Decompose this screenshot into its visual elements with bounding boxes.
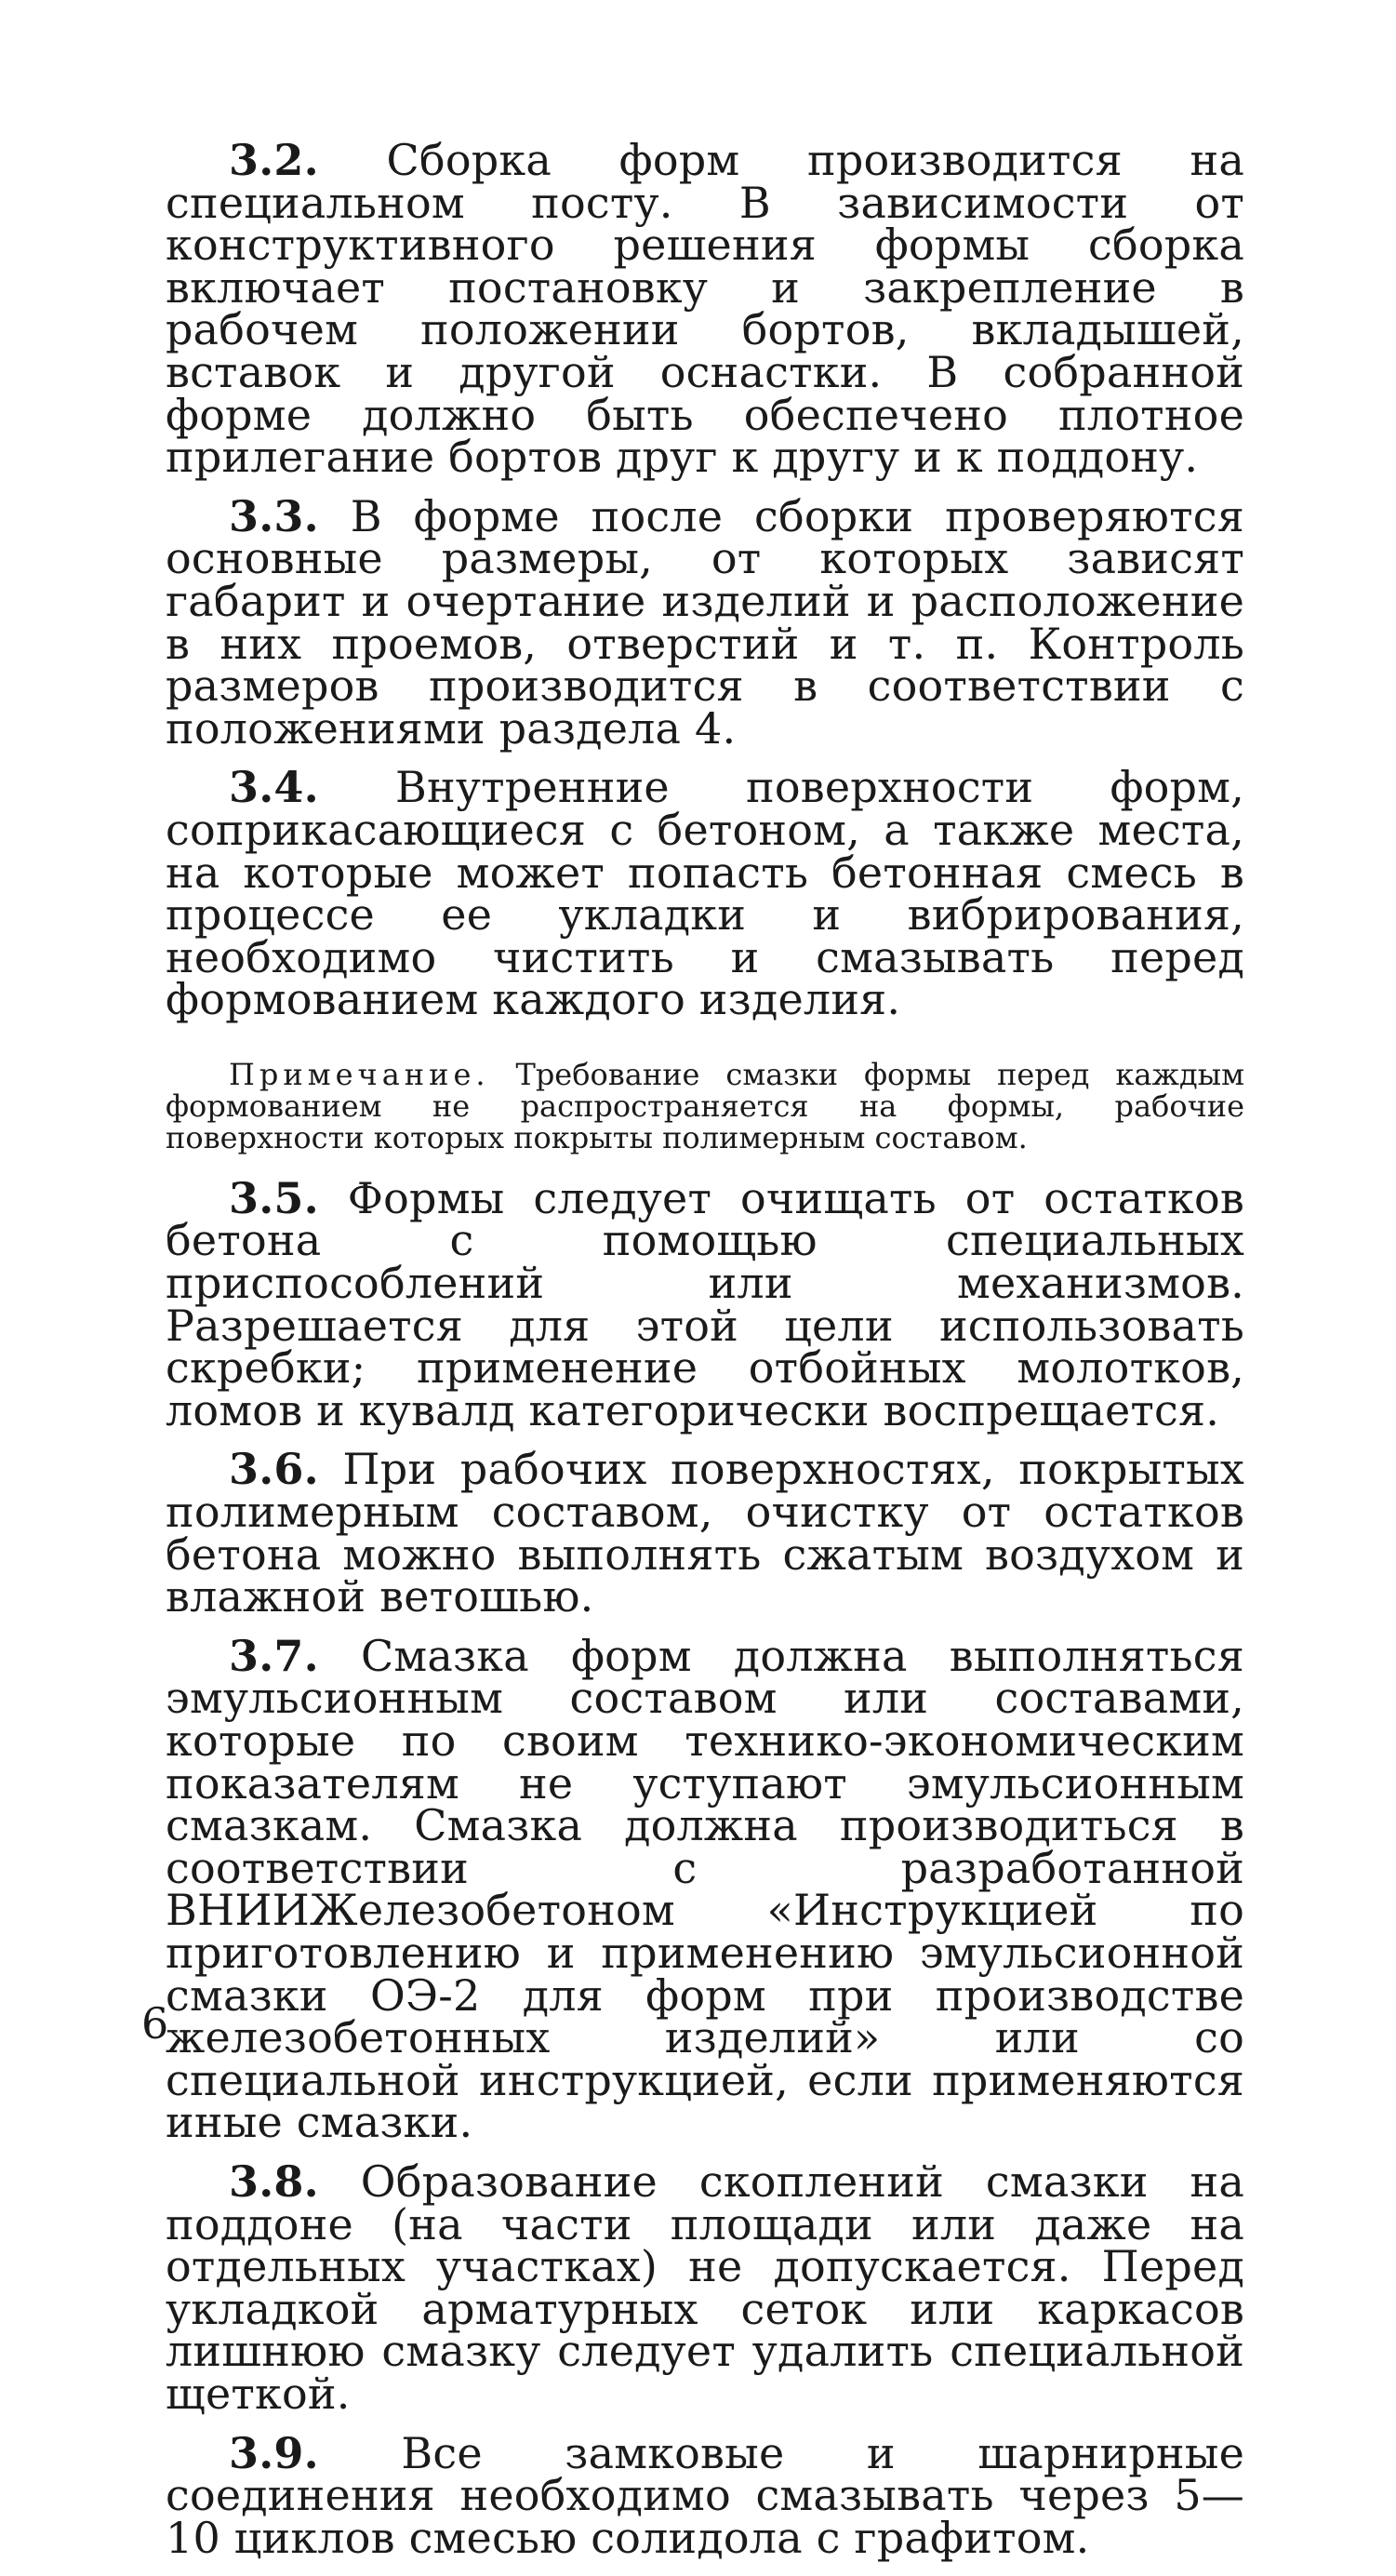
- paragraph-text: Смазка форм должна выполняться эмульсионным составом или составами, которые по своим технико-экономическим показателям не уступают эмульсионным смазкам. Смазка должна производиться в соответствии с разработанной ВНИИЖелезобетоном «Инструкцией по приготовлению и применению эмульсионной смазки ОЭ-2 для форм при производстве железобетонных изделий» или со специальной инструкцией, если применяются иные смазки.: [166, 1630, 1244, 2148]
- paragraph-number: 3.4.: [229, 762, 319, 813]
- paragraph-3-5: [166, 1172, 1244, 1435]
- note-label: Примечание.: [229, 1056, 490, 1092]
- paragraph-text: При рабочих поверхностях, покрытых полимерным составом, очистку от остатков бетона можно выполнять сжатым воздухом и влажной ветошью.: [166, 1444, 1244, 1622]
- paragraph-number: 3.3.: [229, 490, 319, 541]
- note-text: Требование смазки формы перед каждым формованием не распространяется на формы, рабочие поверхности которых покрыты полимерным составом.: [166, 1056, 1244, 1155]
- paragraph-number: 3.8.: [229, 2156, 319, 2207]
- paragraph-3-6: [166, 1444, 1244, 1622]
- paragraph-text: Все замковые и шарнирные соединения необходимо смазывать через 5—10 циклов смесью солидола с графитом.: [166, 2427, 1244, 2563]
- paragraph-text: Формы следует очищать от остатков бетона с помощью специальных приспособлений или механизмов. Разрешается для этой цели использовать скребки; применение отбойных молотков, ломов и кувалд категорически воспрещается.: [166, 1172, 1244, 1435]
- paragraph-text: Образование скоплений смазки на поддоне (на части площади или даже на отдельных участках) не допускается. Перед укладкой арматурных сеток или каркасов лишнюю смазку следует удалить специальной щеткой.: [166, 2156, 1244, 2419]
- paragraph-number: 3.7.: [229, 1630, 319, 1681]
- paragraph-3-9: [166, 2427, 1244, 2563]
- paragraph-number: 3.5.: [229, 1172, 319, 1223]
- note: [166, 1056, 1244, 1155]
- paragraph-text: В форме после сборки проверяются основные размеры, от которых зависят габарит и очертание изделий и расположение в них проемов, отверстий и т. п. Контроль размеров производится в соответствии с положениями раздела 4.: [166, 490, 1244, 754]
- paragraph-number: 3.6.: [229, 1444, 319, 1495]
- page-number: 6: [141, 1998, 169, 2049]
- paragraph-3-7: [166, 1630, 1244, 2148]
- paragraph-3-2: [166, 135, 1244, 483]
- paragraph-text: Сборка форм производится на специальном посту. В зависимости от конструктивного решения формы сборка включает постановку и закрепление в рабочем положении бортов, вкладышей, вставок и другой оснастки. В собранной форме должно быть обеспечено плотное прилегание бортов друг к другу и к поддону.: [166, 135, 1244, 483]
- paragraph-3-8: [166, 2156, 1244, 2419]
- paragraph-number: 3.2.: [229, 135, 319, 185]
- paragraph-3-4: [166, 762, 1244, 1025]
- paragraph-3-3: [166, 490, 1244, 754]
- document-page: [166, 135, 1244, 2576]
- paragraph-text: Внутренние поверхности форм, соприкасающиеся с бетоном, а также места, на которые может попасть бетонная смесь в процессе ее укладки и вибрирования, необходимо чистить и смазывать перед формованием каждого изделия.: [166, 762, 1244, 1025]
- paragraph-number: 3.9.: [229, 2427, 319, 2478]
